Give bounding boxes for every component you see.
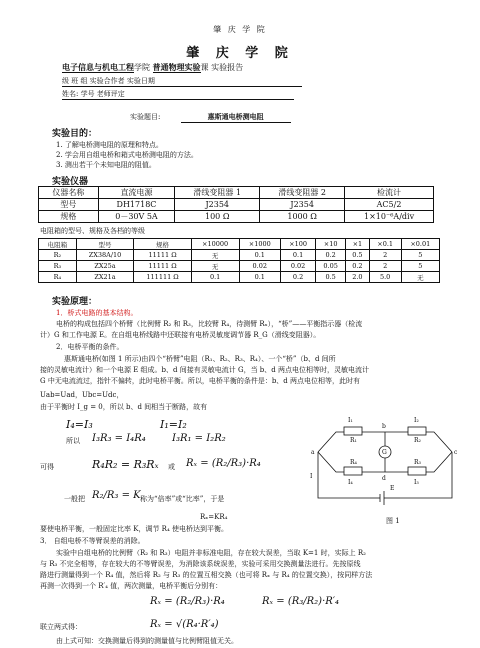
equation-i1: I₄=I₃ [66, 418, 93, 431]
table-cell: 5.0 [369, 272, 401, 283]
purpose-heading: 实验目的： [52, 129, 98, 139]
equation-f: Rₓ = √(R₄·R′₄) [150, 619, 219, 630]
table-cell: ZX25a [76, 261, 134, 272]
diagram-label: R₄ [350, 459, 357, 466]
diagram-label: c [454, 449, 458, 456]
table-cell: ×0.1 [369, 239, 401, 250]
table-cell: 1×10⁻⁶A/div [345, 211, 434, 223]
table-cell: 0.1 [239, 272, 281, 283]
table-row [39, 211, 434, 223]
table-row [39, 261, 440, 272]
diagram-label: R₂ [414, 437, 421, 444]
ratio-formula: R₂/R₃ = K [92, 490, 141, 501]
table-cell: J2354 [175, 199, 260, 211]
table-cell: 0.2 [346, 261, 370, 272]
wheatstone-bridge-diagram [310, 410, 460, 514]
table-header-row [39, 187, 434, 199]
principle-text: 接的灵敏电流计）和一个电源 E 组成。b、d 间接有灵敏电流计 G，当 b、d 两点电位相等时，灵敏电流计 [40, 366, 369, 374]
resistance-box-table [38, 238, 440, 283]
table-cell: 0.5 [346, 250, 370, 261]
school-name-small: 肇 庆 学 院 [213, 25, 267, 34]
principle-text: 实验中自组电桥的比例臂（R₂ 和 R₃）电阻并非标准电阻，存在较大误差，当取 K=1 时，实际上 R₂ [56, 549, 366, 557]
equation-c: R₄R₂ = R₃Rₓ [92, 458, 159, 471]
principle-1-heading: 1．桥式电路的基本结构。 [56, 309, 138, 317]
principle-text: 与 R₃ 不完全相等，存在较大的不等臂误差，为消除该系统误差，实验可采用交换测量法进行。先按原线 [40, 560, 361, 568]
table-cell: 2 [369, 250, 401, 261]
college-suffix: 学院 [134, 63, 150, 72]
table-cell: 型号 [76, 239, 134, 250]
table-cell: ×0.01 [401, 239, 439, 250]
table-cell: 2.0 [346, 272, 370, 283]
principle-text: 电桥的构成包括四个桥臂（比例臂 R₂ 和 R₃，比较臂 R₄，待测臂 Rₓ），“桥”——平衡指示器（检流 [56, 320, 363, 328]
table-cell: 规格 [134, 239, 191, 250]
table-cell: 仪器名称 [39, 187, 99, 199]
table-cell: 无 [191, 250, 239, 261]
table-cell: 2 [369, 261, 401, 272]
principle-text: 路进行测量得到一个 R₄ 值，然后将 R₂ 与 R₃ 的位置互相交换（也可将 Rₓ 与 R₄ 的位置交换），按同样方法 [40, 571, 373, 579]
table-cell: 0－30V 5A [98, 211, 175, 223]
school-name-large: 肇 庆 学 院 [186, 46, 294, 61]
table-cell: ZX21a [76, 272, 134, 283]
diagram-label: G [382, 449, 387, 456]
table-cell: 1000 Ω [260, 211, 345, 223]
table-cell: 11111 Ω [134, 261, 191, 272]
table-row [39, 272, 440, 283]
table-cell: 无 [191, 261, 239, 272]
table-cell: 滑线变阻器 1 [175, 187, 260, 199]
principle-text: 再测一次得到一个 R′₄ 值，两次测量，电桥平衡后分别有： [40, 582, 223, 590]
table2-caption: 电阻箱的型号、规格及各档的等级 [40, 227, 145, 235]
diagram-label: b [382, 423, 386, 430]
diagram-label: R₃ [414, 459, 421, 466]
diagram-label: a [311, 449, 315, 456]
principle-text: 要使电桥平衡，一般固定比率 K，调节 R₄ 使电桥达到平衡。 [40, 525, 228, 533]
table-cell: ×1000 [239, 239, 281, 250]
table-cell: R₄ [39, 272, 77, 283]
table-cell: 0.2 [316, 250, 346, 261]
report-line-2: 级 班 组 实验合作者 实验日期 [62, 76, 302, 87]
table-cell: ×1 [346, 239, 370, 250]
table-cell: 无 [401, 272, 439, 283]
ratio-description: 称为“倍率”或“比率”，于是 [140, 495, 225, 503]
word-kede: 可得 [40, 463, 54, 471]
experiment-title: 惠斯通电桥测电阻 [181, 112, 291, 123]
experiment-title-row [130, 112, 291, 123]
principle-text: G 中无电流流过，指针不偏转，此时电桥平衡。所以，电桥平衡的条件是：b、d 两点电位相等，此时有 [40, 377, 361, 385]
course-name: 普通物理实验 [152, 62, 201, 72]
table-cell: J2354 [260, 199, 345, 211]
equation-e1: Rₓ = (R₂/R₃)·R₄ [150, 596, 225, 607]
principle-heading: 实验原理： [52, 297, 98, 307]
diagram-label: E [390, 485, 395, 492]
purpose-item: 2. 学会用自组电桥和箱式电桥测电阻的方法。 [56, 151, 198, 159]
table-cell: ×10000 [191, 239, 239, 250]
equation-e2: Rₓ = (R₃/R₂)·R′₄ [262, 596, 340, 607]
equation-b: I₃R₁ = I₂R₂ [172, 433, 226, 444]
principle-3-heading: 3． 自组电桥不等臂误差的消除。 [40, 537, 145, 545]
table-cell: 检流计 [345, 187, 434, 199]
table-cell: 0.2 [281, 272, 316, 283]
instruments-heading: 实验仪器 [52, 177, 89, 187]
diagram-label: I₂ [414, 417, 419, 424]
principle-text: 惠斯通电桥(如图 1 所示)由四个“桥臂”电阻（R₁、R₂、R₃、R₄）、一个“桥”（b、d 间所 [64, 355, 336, 363]
word-huo: 或 [168, 463, 175, 471]
table-cell: 规格 [39, 211, 99, 223]
report-line-3: 姓名: 学号 老师评定 [62, 89, 294, 100]
word-lianli: 联立两式得： [40, 623, 82, 631]
table-cell: 5 [401, 261, 439, 272]
report-type: 课 实验报告 [200, 63, 244, 72]
table-cell: 直流电源 [98, 187, 175, 199]
diagram-label: I₁ [348, 417, 353, 424]
table-cell: 0.05 [316, 261, 346, 272]
equation-a: I₃R₃ = I₄R₄ [92, 433, 146, 444]
table-cell: 型号 [39, 199, 99, 211]
purpose-item: 1. 了解电桥测电阻的原理和特点。 [56, 141, 163, 149]
table-cell: AC5/2 [345, 199, 434, 211]
table-cell: ×10 [316, 239, 346, 250]
diagram-label: I₃ [414, 479, 419, 486]
table-cell: 5 [401, 250, 439, 261]
instrument-table [38, 186, 434, 223]
table-cell: 电阻箱 [39, 239, 77, 250]
diagram-label: d [382, 475, 386, 482]
table-cell: 11111 Ω [134, 250, 191, 261]
table-cell: 0.1 [239, 250, 281, 261]
table-cell: 0.5 [316, 272, 346, 283]
principle-text: 由于平衡时 I_g = 0，所以 b、d 间相当于断路，故有 [40, 403, 208, 411]
principle-conclusion: 由上式可知：交换测量后得到的测量值与比例臂阻值无关。 [56, 637, 238, 645]
table-cell: 滑线变阻器 2 [260, 187, 345, 199]
table-cell: 0.02 [281, 261, 316, 272]
table-cell: ×100 [281, 239, 316, 250]
college-name: 电子信息与机电工程 [62, 62, 134, 72]
table-cell: 100 Ω [175, 211, 260, 223]
table-cell: ZX38A/10 [76, 250, 134, 261]
table-row [39, 250, 440, 261]
table-cell: DH1718C [98, 199, 175, 211]
diagram-label: I₄ [348, 479, 353, 486]
purpose-list [56, 140, 198, 170]
table-cell: R₂ [39, 250, 77, 261]
figure-caption: 图 1 [386, 517, 400, 525]
report-line-1 [62, 62, 243, 73]
table-cell: 0.1 [281, 250, 316, 261]
diagram-label: I [310, 473, 313, 480]
equation-d: Rₓ = (R₂/R₃)·R₄ [186, 458, 261, 469]
table-header-row [39, 239, 440, 250]
equation-rx: Rₓ=KR₄ [200, 513, 228, 521]
diagram-label: R₁ [350, 437, 357, 444]
purpose-item: 3. 测出若干个未知电阻的阻值。 [56, 161, 156, 169]
word-yiban: 一般把 [64, 495, 85, 503]
principle-2-heading: 2．电桥平衡的条件。 [56, 343, 124, 351]
table-cell: R₃ [39, 261, 77, 272]
table-cell: 0.1 [191, 272, 239, 283]
principle-text: 计）G 和工作电源 E。在自组电桥线路中还联接有电桥灵敏度调节器 R_G（滑线变阻器）。 [40, 331, 321, 339]
table-cell: 111111 Ω [134, 272, 191, 283]
title-label: 实验题目: [130, 113, 161, 121]
equation-u: Uab=Uad，Ubc=Udc， [40, 391, 124, 399]
table-row [39, 199, 434, 211]
table-cell: 0.02 [239, 261, 281, 272]
word-suoyi: 所以 [66, 437, 80, 445]
equation-i2: I₁=I₂ [160, 418, 187, 431]
